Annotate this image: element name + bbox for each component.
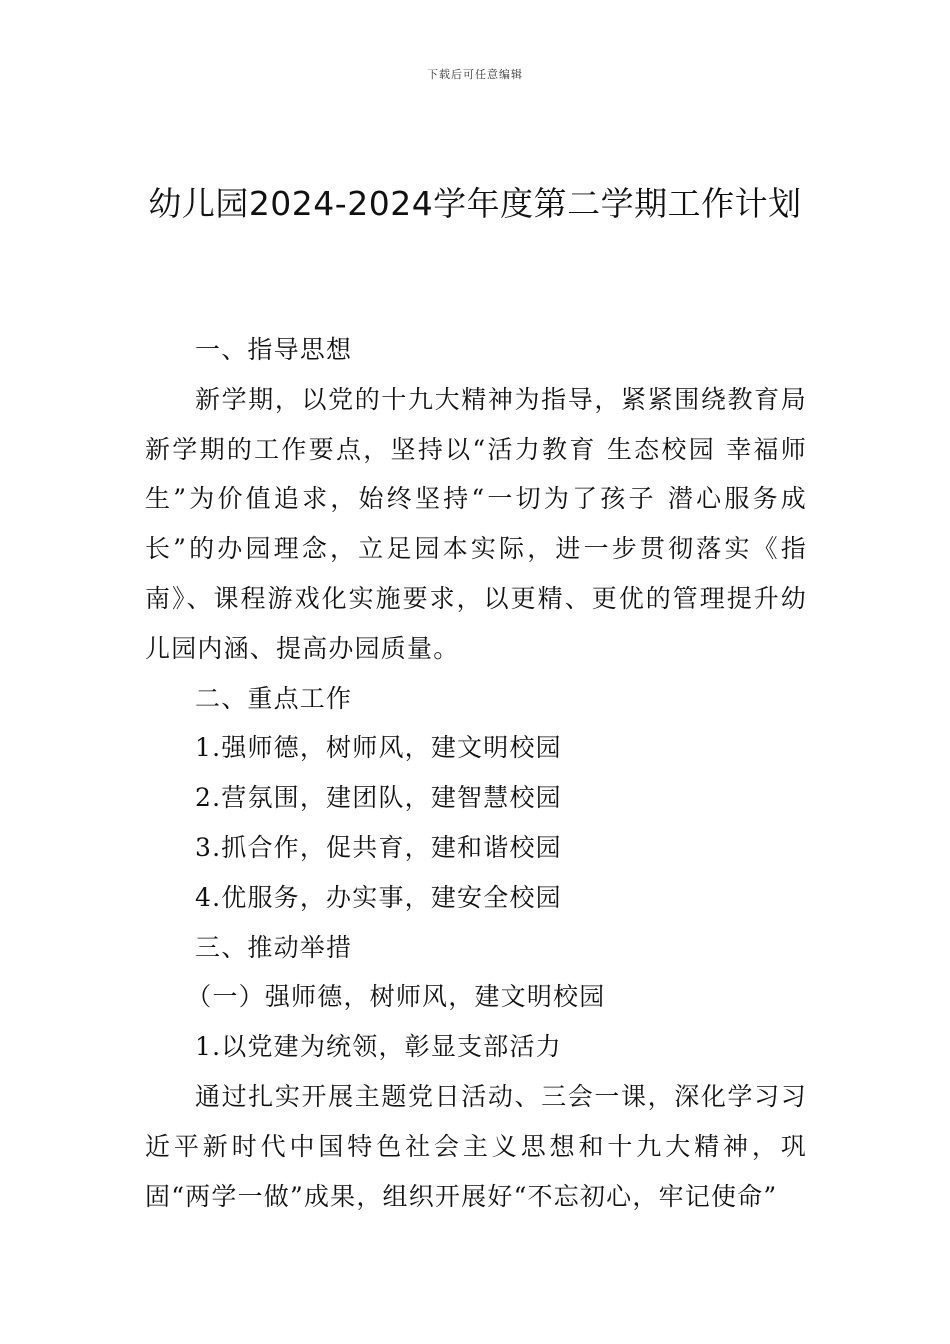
section-heading-measures: 三、推动举措 — [195, 932, 353, 962]
paragraph-guiding-ideology: 新学期，以党的十九大精神为指导，紧紧围绕教育局新学期的工作要点，坚持以“活力教育 生态校园 幸福师生”为价值追求，始终坚持“一切为了孩子 潜心服务成长”的办园理念，立足园本实际，进一步贯彻落实《指南》、课程游戏化实施要求，以更精、更优的管理提升幼儿园内涵、提高办园质量。 — [145, 384, 807, 663]
section-heading-key-work: 二、重点工作 — [195, 683, 353, 713]
key-work-item-1: 1.强师德，树师风，建文明校园 — [195, 733, 562, 763]
document-title: 幼儿园2024-2024学年度第二学期工作计划 — [148, 184, 802, 223]
measure-item-1: 1.以党建为统领，彰显支部活力 — [195, 1032, 562, 1062]
key-work-item-4: 4.优服务，办实事，建安全校园 — [195, 882, 562, 912]
key-work-item-2: 2.营氛围，建团队，建智慧校园 — [195, 783, 562, 813]
section-heading-guiding-ideology: 一、指导思想 — [195, 335, 353, 364]
header-note: 下载后可任意编辑 — [427, 68, 523, 81]
paragraph-party-building: 通过扎实开展主题党日活动、三会一课，深化学习习近平新时代中国特色社会主义思想和十九大精神，巩固“两学一做”成果，组织开展好“不忘初心，牢记使命” — [145, 1081, 807, 1211]
subsection-heading-1: （一）强师德，树师风，建文明校园 — [186, 982, 606, 1012]
key-work-item-3: 3.抓合作，促共育，建和谐校园 — [195, 832, 562, 862]
document-body — [145, 325, 807, 1221]
